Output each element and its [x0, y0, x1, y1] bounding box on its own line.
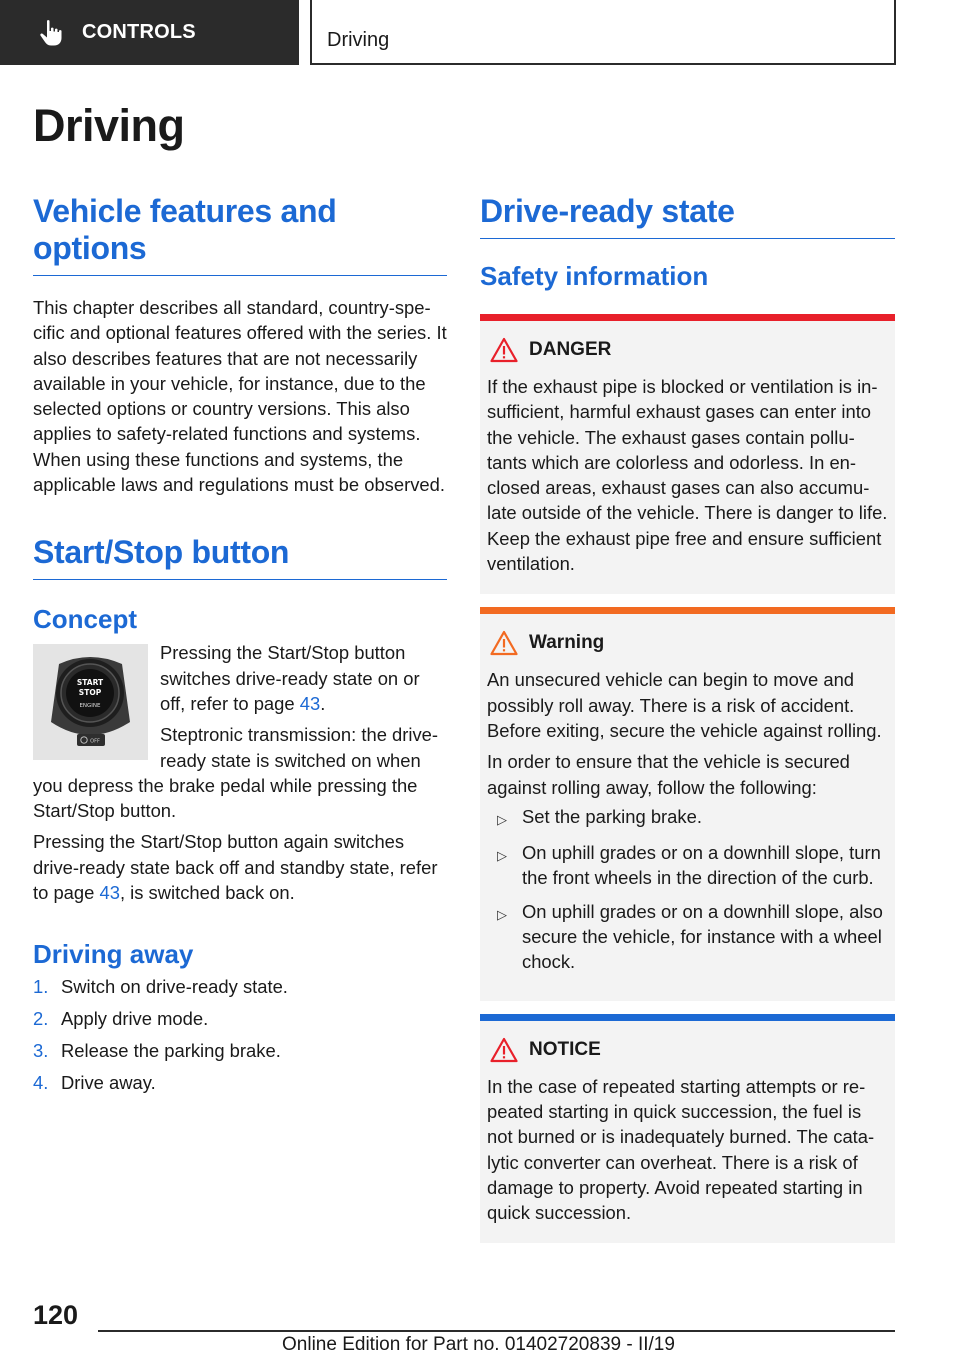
- start-label: START: [76, 678, 104, 688]
- off-label: OFF: [90, 738, 100, 745]
- warning-triangle-icon: [490, 630, 518, 656]
- danger-label: DANGER: [529, 339, 612, 360]
- page-header: [310, 0, 896, 65]
- notice-text: In the case of repeated starting attempts or repeated starting in quick succession, the fuel is not burned or is inadequately burned. The catalytic converter can overheat. There is a risk of damage to property. Avoid repeated starting in quick succession.: [487, 1075, 875, 1224]
- warning-bullet-list: [487, 804, 888, 975]
- warning-label: Warning: [529, 632, 605, 654]
- warning-text-2: In order to ensure that the vehicle is secured against rolling away, follow the following:: [487, 751, 850, 798]
- warning-triangle-icon: [490, 1037, 518, 1063]
- list-item: ▷ On uphill grades or on a downhill slope, turn the front wheels in the direction of the curb.: [487, 840, 888, 891]
- list-item: ▷ On uphill grades or on a downhill slope, also secure the vehicle, for instance with a wheel chock.: [487, 899, 888, 975]
- section-label: CONTROLS: [82, 21, 196, 43]
- list-item: 3. Release the parking brake.: [33, 1040, 281, 1062]
- hand-pointer-icon: [38, 18, 68, 48]
- concept-heading: Concept: [33, 604, 137, 635]
- start-stop-heading: Start/Stop button: [33, 534, 447, 580]
- page-label: Driving: [327, 29, 390, 51]
- section-tab: [0, 0, 299, 65]
- list-item: ▷ Set the parking brake.: [487, 804, 888, 832]
- edition-text: Online Edition for Part no. 01402720839 - II/19: [282, 1334, 675, 1355]
- concept-paragraph-3: Pressing the Start/Stop button again switches drive-ready state back off and standby state, refer to page 43, is switched back on.: [33, 831, 438, 904]
- stop-label: STOP: [78, 688, 102, 698]
- danger-text: If the exhaust pipe is blocked or ventilation is insufficient, harmful exhaust gases can enter into the vehicle. The exhaust gases contain pollutants which are colorless and odorless. In enclosed areas, exhaust gases can also accumulate outside of the vehicle. There is danger to life. Keep the exhaust pipe free and ensure sufficient ventilation.: [487, 376, 888, 575]
- safety-information-heading: Safety information: [480, 261, 709, 291]
- triangle-bullet-icon: ▷: [497, 811, 507, 827]
- concept-paragraph-1: Pressing the Start/Stop button switches drive-ready state on or off, refer to page 43.: [160, 642, 420, 714]
- engine-label: ENGINE: [79, 703, 101, 710]
- list-item: 1. Switch on drive-ready state.: [33, 976, 288, 998]
- driving-away-steps: [33, 971, 447, 1099]
- concept-paragraph-2: Steptronic transmission: the drive-ready state is switched on when you depress the brake pedal while pressing the Start/Stop button.: [33, 724, 439, 822]
- right-column: [480, 193, 895, 1243]
- vehicle-features-text: This chapter describes all standard, country-specific and optional features offered with the series. It also describes features that are not necessarily available in your vehicle, for instance, due to the selected options or country versions. This also applies to safety-related functions and systems. When using these functions and systems, the applicable laws and regulations must be observed.: [33, 297, 447, 496]
- start-stop-button-image: [33, 644, 148, 760]
- warning-text-1: An unsecured vehicle can begin to move and possibly roll away. There is a risk of accident. Before exiting, secure the vehicle against rolling.: [487, 669, 882, 741]
- page-link-43[interactable]: 43: [299, 692, 321, 714]
- notice-label: NOTICE: [529, 1038, 601, 1060]
- chapter-title: Driving: [33, 100, 185, 151]
- drive-ready-heading: Drive-ready state: [480, 193, 895, 239]
- notice-box: [480, 1014, 895, 1244]
- driving-away-heading: Driving away: [33, 939, 194, 970]
- list-item: 4. Drive away.: [33, 1072, 156, 1094]
- triangle-bullet-icon: ▷: [497, 848, 507, 864]
- danger-box: [480, 314, 895, 594]
- page-link-43-second[interactable]: 43: [99, 882, 120, 904]
- left-column: [33, 193, 447, 1099]
- triangle-bullet-icon: ▷: [497, 906, 507, 922]
- page-number: 120: [33, 1300, 79, 1330]
- warning-box: [480, 607, 895, 1000]
- vehicle-features-heading: Vehicle features and options: [33, 193, 447, 276]
- warning-triangle-icon: [490, 337, 518, 363]
- footer-divider: [98, 1330, 895, 1332]
- list-item: 2. Apply drive mode.: [33, 1008, 209, 1030]
